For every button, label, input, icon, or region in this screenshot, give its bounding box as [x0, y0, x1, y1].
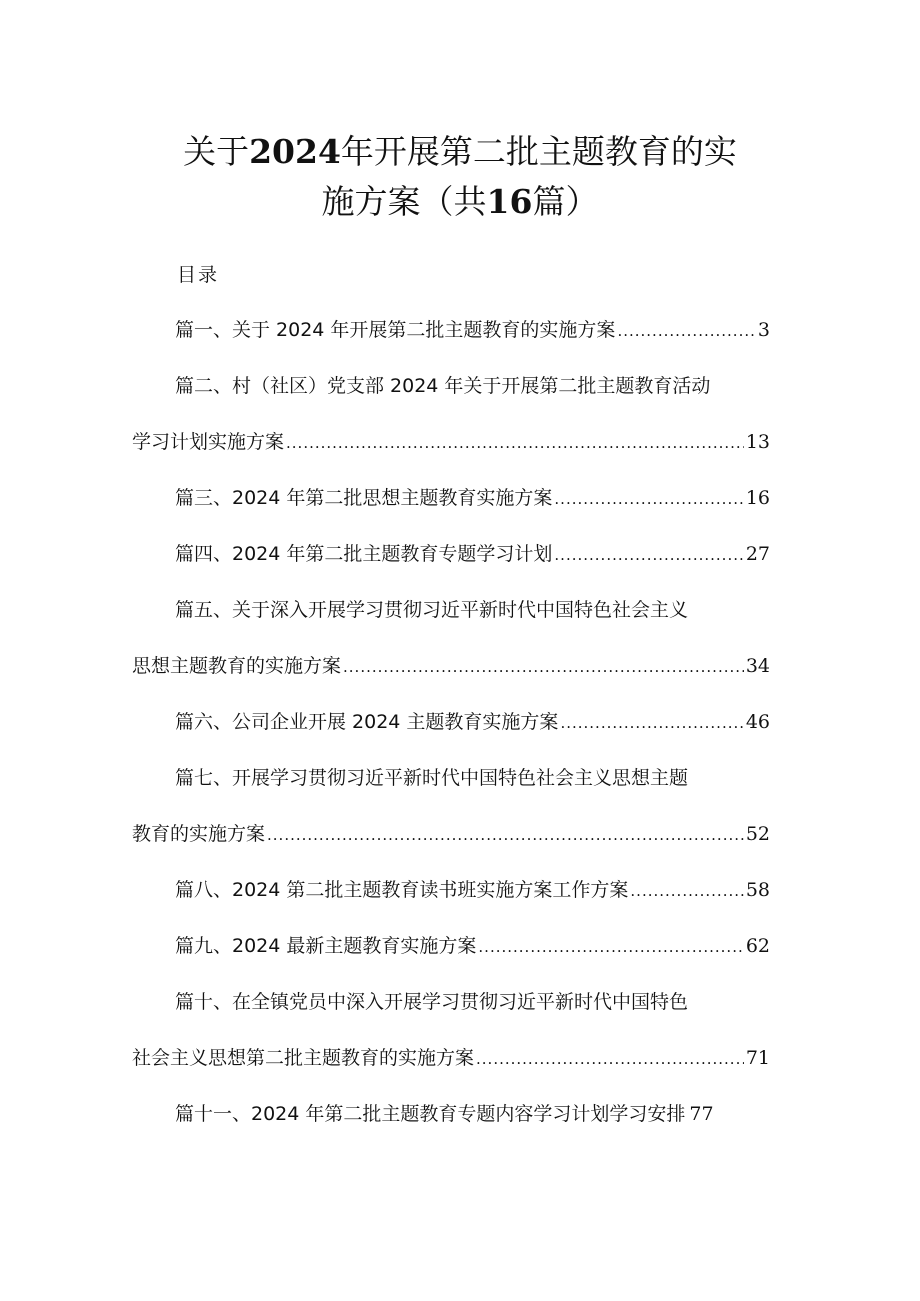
title-year: 2024 [249, 132, 341, 171]
toc-leader-dots [617, 319, 755, 343]
toc-page-number: 58 [745, 879, 770, 901]
toc-page-number: 62 [745, 935, 770, 957]
title-prefix: 关于 [183, 132, 250, 171]
toc-entry-2-line-1[interactable] [175, 374, 710, 398]
title-suffix: 年开展第二批主题教育的实 [340, 132, 737, 171]
toc-entry-2-line-2[interactable] [132, 430, 770, 455]
toc-entry-text: 学习计划实施方案 [132, 431, 285, 453]
title-prefix-2: 施方案（共 [321, 182, 487, 221]
toc-page-number: 3 [757, 319, 770, 341]
toc-page-number: 52 [745, 823, 770, 845]
toc-leader-dots [630, 879, 743, 903]
toc-entry-10-line-2[interactable] [132, 1046, 770, 1071]
toc-entry-text: 篇一、关于 2024 年开展第二批主题教育的实施方案 [175, 319, 616, 341]
toc-entry-text: 篇七、开展学习贯彻习近平新时代中国特色社会主义思想主题 [175, 767, 689, 789]
toc-entry-7-line-2[interactable] [132, 822, 770, 847]
document-title-line-2 [0, 182, 920, 222]
toc-entry-text: 教育的实施方案 [132, 823, 266, 845]
title-suffix-2: 篇） [532, 182, 599, 221]
toc-entry-text: 篇八、2024 第二批主题教育读书班实施方案工作方案 [175, 879, 629, 901]
toc-entry-9[interactable] [175, 934, 770, 959]
toc-heading: 目录 [177, 264, 220, 286]
toc-leader-dots [478, 935, 743, 959]
toc-entry-7-line-1[interactable] [175, 766, 688, 790]
toc-page-number: 27 [745, 543, 770, 565]
toc-leader-dots [554, 487, 743, 511]
toc-entry-text: 篇十、在全镇党员中深入开展学习贯彻习近平新时代中国特色 [175, 991, 689, 1013]
toc-leader-dots [286, 431, 744, 455]
toc-page-number: 16 [745, 487, 770, 509]
toc-entry-text: 篇二、村（社区）党支部 2024 年关于开展第二批主题教育活动 [175, 375, 711, 397]
toc-page-number: 77 [689, 1103, 714, 1125]
toc-leader-dots [554, 543, 743, 567]
toc-entry-6[interactable] [175, 710, 770, 735]
toc-entry-text: 思想主题教育的实施方案 [132, 655, 342, 677]
toc-entry-10-line-1[interactable] [175, 990, 688, 1014]
toc-entry-text: 篇十一、2024 年第二批主题教育专题内容学习计划学习安排 [175, 1103, 686, 1125]
toc-entry-text: 篇六、公司企业开展 2024 主题教育实施方案 [175, 711, 559, 733]
document-title-line-1 [0, 132, 920, 172]
toc-leader-dots [343, 655, 744, 679]
toc-page-number: 34 [745, 655, 770, 677]
toc-entry-5-line-2[interactable] [132, 654, 770, 679]
toc-entry-text: 篇五、关于深入开展学习贯彻习近平新时代中国特色社会主义 [175, 599, 689, 621]
toc-entry-4[interactable] [175, 542, 770, 567]
toc-leader-dots [560, 711, 743, 735]
toc-entry-5-line-1[interactable] [175, 598, 688, 622]
toc-page-number: 46 [745, 711, 770, 733]
toc-entry-1[interactable] [175, 318, 770, 343]
toc-leader-dots [476, 1047, 744, 1071]
toc-entry-text: 篇九、2024 最新主题教育实施方案 [175, 935, 477, 957]
toc-entry-3[interactable] [175, 486, 770, 511]
toc-entry-text: 社会主义思想第二批主题教育的实施方案 [132, 1047, 475, 1069]
toc-page-number: 13 [745, 431, 770, 453]
title-count: 16 [486, 182, 533, 221]
toc-leader-dots [267, 823, 744, 847]
toc-entry-text: 篇四、2024 年第二批主题教育专题学习计划 [175, 543, 553, 565]
toc-entry-8[interactable] [175, 878, 770, 903]
toc-entry-text: 篇三、2024 年第二批思想主题教育实施方案 [175, 487, 553, 509]
toc-entry-11[interactable] [175, 1102, 714, 1126]
toc-page-number: 71 [745, 1047, 770, 1069]
